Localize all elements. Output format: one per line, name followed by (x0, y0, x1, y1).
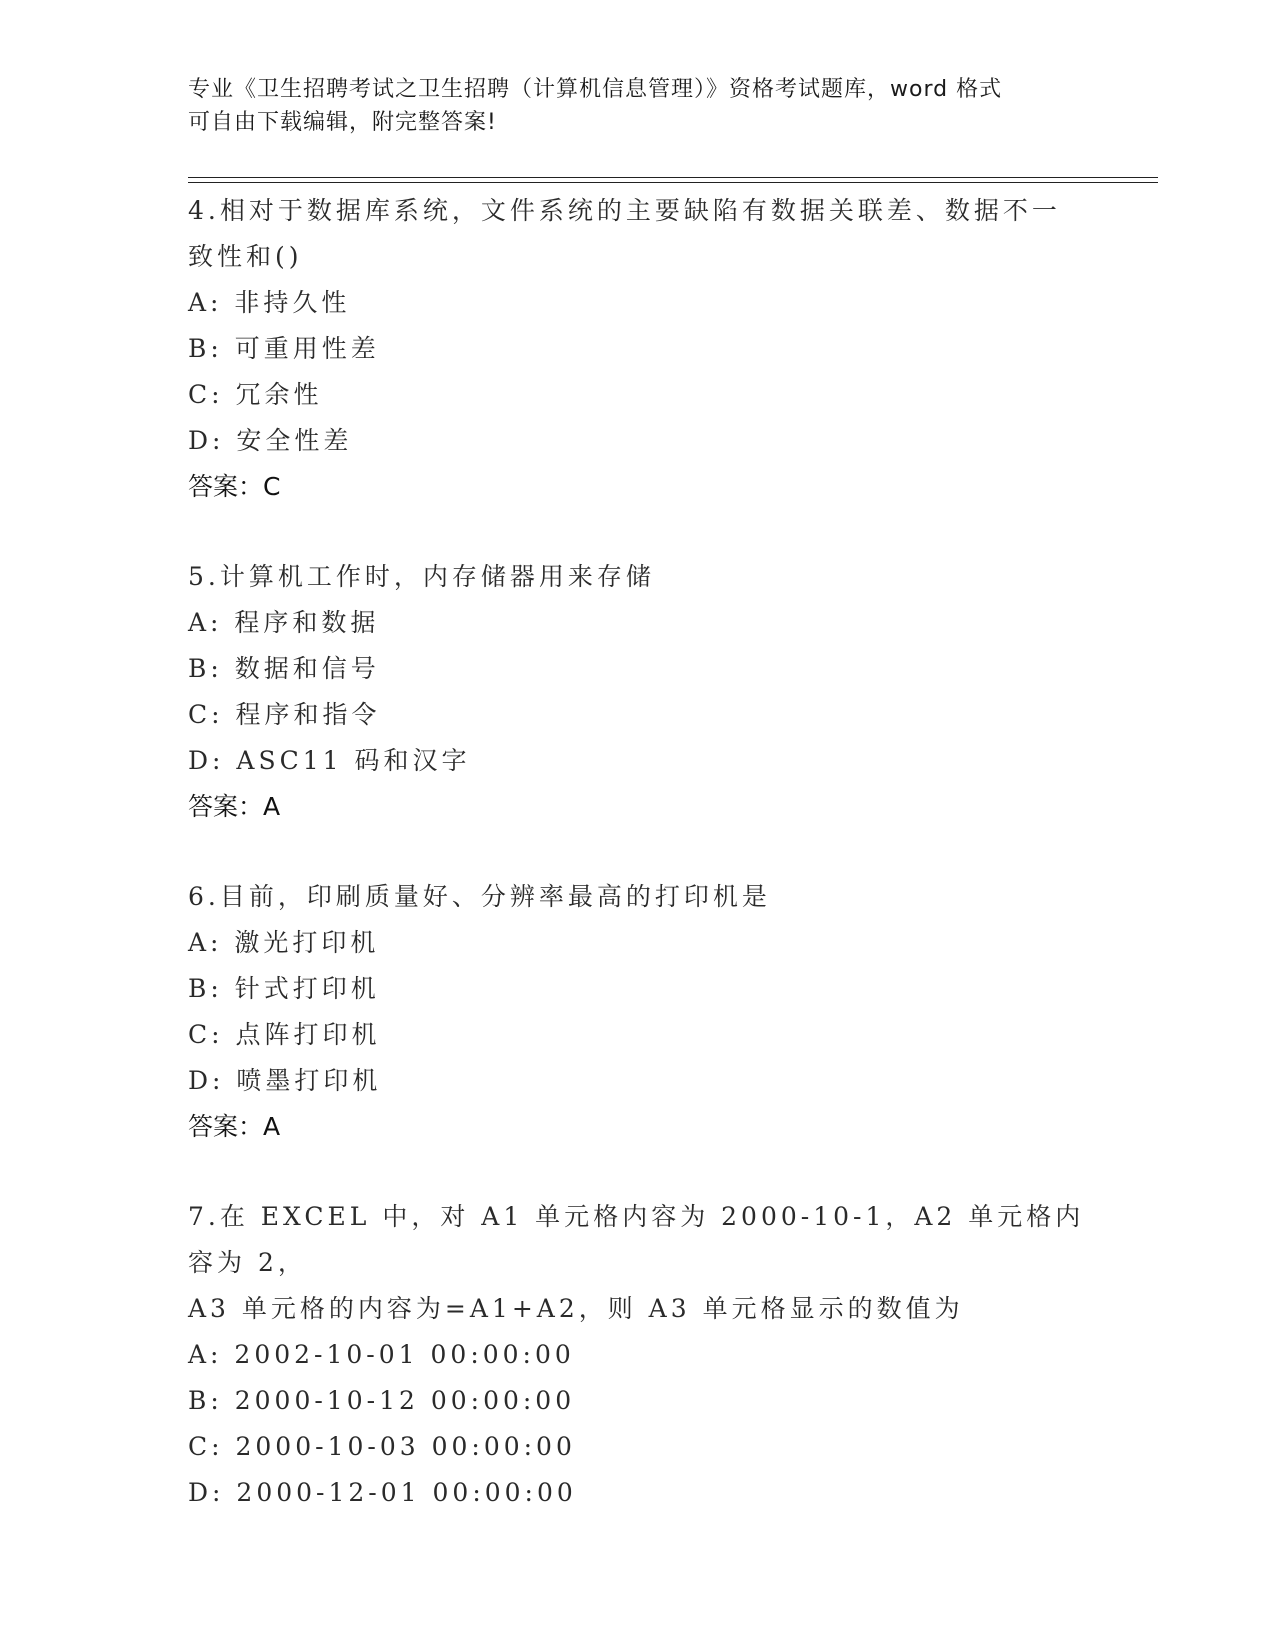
question-stem-continued: A3 单元格的内容为=A1+A2，则 A3 单元格显示的数值为 (188, 1294, 964, 1323)
question-stem: 5.计算机工作时，内存储器用来存储 (188, 562, 655, 591)
question-6 (188, 874, 1088, 1150)
question-5 (188, 554, 1088, 830)
option-b: B: 数据和信号 (188, 654, 380, 683)
answer: 答案：C (188, 472, 281, 501)
option-c: C: 点阵打印机 (188, 1020, 381, 1049)
question-stem: 6.目前，印刷质量好、分辨率最高的打印机是 (188, 882, 771, 911)
option-a: A: 2002-10-01 00:00:00 (188, 1340, 575, 1369)
option-c: C: 2000-10-03 00:00:00 (188, 1432, 576, 1461)
question-7 (188, 1194, 1088, 1516)
document-header (188, 73, 1088, 139)
option-d: D: 安全性差 (188, 426, 353, 455)
header-line-2: 可自由下载编辑，附完整答案! (188, 110, 497, 135)
option-a: A: 激光打印机 (188, 928, 380, 957)
question-stem-continued: 致性和() (188, 242, 303, 271)
question-list (188, 188, 1088, 1560)
option-a: A: 非持久性 (188, 288, 351, 317)
option-b: B: 2000-10-12 00:00:00 (188, 1386, 576, 1415)
option-d: D: 2000-12-01 00:00:00 (188, 1478, 577, 1507)
question-4 (188, 188, 1088, 510)
option-b: B: 针式打印机 (188, 974, 380, 1003)
header-divider-top (188, 177, 1158, 178)
option-b: B: 可重用性差 (188, 334, 380, 363)
option-c: C: 冗余性 (188, 380, 323, 409)
answer: 答案：A (188, 792, 281, 821)
question-stem: 7.在 EXCEL 中，对 A1 单元格内容为 2000-10-1，A2 单元格内容为 2， (188, 1202, 1085, 1277)
header-line-1: 专业《卫生招聘考试之卫生招聘（计算机信息管理）》资格考试题库，word 格式 (188, 77, 1003, 102)
option-d: D: ASC11 码和汉字 (188, 746, 471, 775)
option-a: A: 程序和数据 (188, 608, 380, 637)
option-d: D: 喷墨打印机 (188, 1066, 382, 1095)
question-stem: 4.相对于数据库系统，文件系统的主要缺陷有数据关联差、数据不一 (188, 196, 1061, 225)
answer: 答案：A (188, 1112, 281, 1141)
header-divider-bottom (188, 182, 1158, 183)
option-c: C: 程序和指令 (188, 700, 381, 729)
